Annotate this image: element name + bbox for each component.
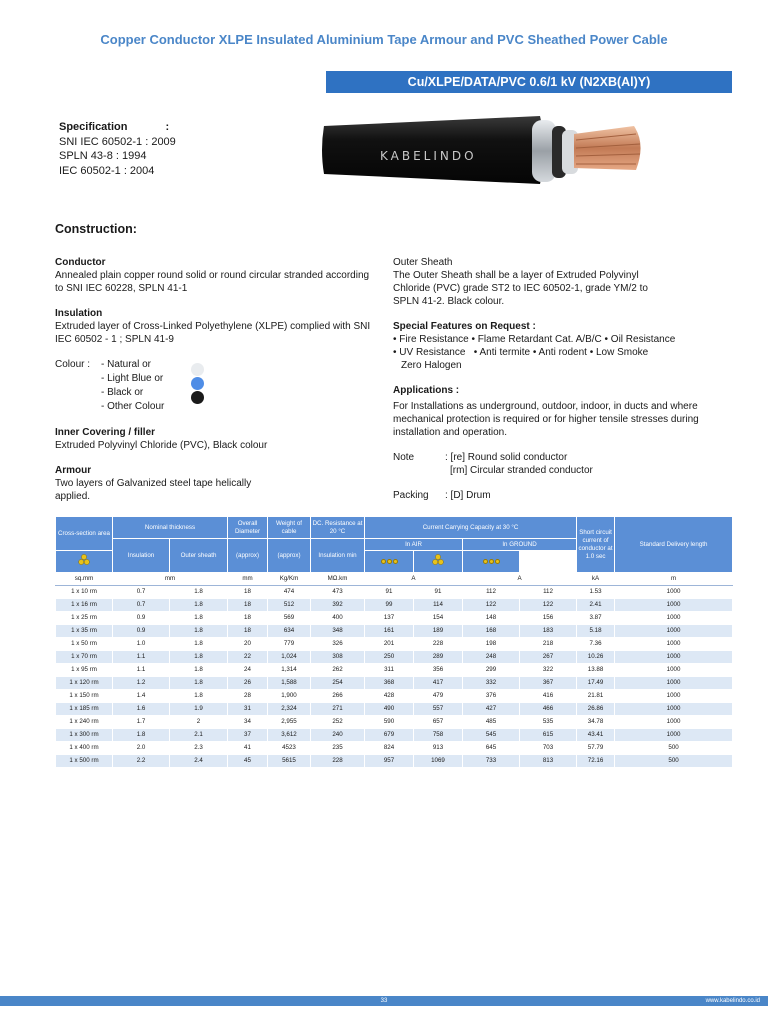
table-cell: 322 bbox=[520, 664, 577, 677]
specification-block bbox=[59, 120, 176, 178]
col-weight: Weight of cable bbox=[268, 517, 311, 539]
outer-sheath-heading: Outer Sheath bbox=[393, 257, 453, 268]
table-cell: 535 bbox=[520, 716, 577, 729]
table-cell: 512 bbox=[268, 599, 311, 612]
table-cell: 248 bbox=[463, 651, 520, 664]
table-cell: 779 bbox=[268, 638, 311, 651]
table-cell: 235 bbox=[311, 742, 365, 755]
table-cell: 21.81 bbox=[577, 690, 615, 703]
table-cell: 1 x 300 rm bbox=[56, 729, 113, 742]
packing-block bbox=[393, 489, 733, 502]
table-cell: 240 bbox=[311, 729, 365, 742]
table-cell: 168 bbox=[463, 625, 520, 638]
table-cell: 161 bbox=[365, 625, 414, 638]
table-cell: 1.8 bbox=[113, 729, 170, 742]
table-cell: 1.8 bbox=[170, 612, 228, 625]
table-cell: 1.0 bbox=[113, 638, 170, 651]
table-row bbox=[56, 703, 733, 716]
table-row bbox=[56, 677, 733, 690]
cable-data-table bbox=[55, 516, 733, 768]
packing-label: Packing bbox=[393, 490, 429, 501]
table-cell: 1000 bbox=[615, 651, 733, 664]
table-cell: 1.8 bbox=[170, 638, 228, 651]
table-cell: 0.7 bbox=[113, 599, 170, 612]
table-cell: 18 bbox=[228, 599, 268, 612]
unit-cell: mm bbox=[228, 573, 268, 586]
table-cell: 557 bbox=[414, 703, 463, 716]
table-cell: 1 x 10 rm bbox=[56, 586, 113, 599]
table-cell: 3,612 bbox=[268, 729, 311, 742]
table-cell: 368 bbox=[365, 677, 414, 690]
table-cell: 1000 bbox=[615, 664, 733, 677]
table-cell: 250 bbox=[365, 651, 414, 664]
spec-heading: Specification bbox=[59, 121, 128, 133]
table-cell: 148 bbox=[463, 612, 520, 625]
table-cell: 1000 bbox=[615, 625, 733, 638]
table-cell: 1000 bbox=[615, 690, 733, 703]
col-short-circuit: Short circuit current of conductor at 1.0 sec bbox=[577, 517, 615, 573]
note-block bbox=[393, 451, 733, 477]
inner-covering-text: Extruded Polyvinyl Chloride (PVC), Black colour bbox=[55, 440, 268, 451]
unit-cell: A bbox=[365, 573, 463, 586]
table-row bbox=[56, 664, 733, 677]
colour-option: - Other Colour bbox=[101, 401, 165, 412]
table-cell: 201 bbox=[365, 638, 414, 651]
table-cell: 189 bbox=[414, 625, 463, 638]
table-cell: 1,900 bbox=[268, 690, 311, 703]
applications-heading: Applications : bbox=[393, 385, 460, 396]
insulation-text: Extruded layer of Cross-Linked Polyethylene (XLPE) complied with SNI IEC 60502 - 1 ; SPLN 41-9 bbox=[55, 321, 371, 345]
table-cell: 813 bbox=[520, 755, 577, 768]
table-cell: 7.36 bbox=[577, 638, 615, 651]
natural-colour-swatch bbox=[191, 363, 204, 376]
table-cell: 114 bbox=[414, 599, 463, 612]
colour-option: - Light Blue or bbox=[101, 373, 164, 384]
table-cell: 1 x 500 rm bbox=[56, 755, 113, 768]
table-cell: 392 bbox=[311, 599, 365, 612]
table-cell: 99 bbox=[365, 599, 414, 612]
table-cell: 1 x 120 rm bbox=[56, 677, 113, 690]
table-row bbox=[56, 651, 733, 664]
table-cell: 466 bbox=[520, 703, 577, 716]
table-cell: 4523 bbox=[268, 742, 311, 755]
flat-air-icon bbox=[365, 551, 414, 573]
table-cell: 1.1 bbox=[113, 651, 170, 664]
armour-heading: Armour bbox=[55, 465, 92, 476]
page-footer bbox=[0, 996, 768, 1006]
table-cell: 299 bbox=[463, 664, 520, 677]
col-cross-section: Cross-section area bbox=[56, 517, 113, 551]
col-nominal-thickness: Nominal thickness bbox=[113, 517, 228, 539]
unit-cell: sq.mm bbox=[56, 573, 113, 586]
table-cell: 569 bbox=[268, 612, 311, 625]
table-cell: 5.18 bbox=[577, 625, 615, 638]
table-cell: 500 bbox=[615, 742, 733, 755]
table-cell: 1 x 16 rm bbox=[56, 599, 113, 612]
table-row bbox=[56, 729, 733, 742]
unit-cell: m bbox=[615, 573, 733, 586]
col-outer-sheath: Outer sheath bbox=[170, 539, 228, 573]
table-cell: 10.26 bbox=[577, 651, 615, 664]
unit-cell: A bbox=[463, 573, 577, 586]
table-cell: 1.9 bbox=[170, 703, 228, 716]
note-line: [rm] Circular stranded conductor bbox=[450, 465, 593, 476]
construction-right-column bbox=[393, 256, 733, 502]
table-row bbox=[56, 586, 733, 599]
unit-cell: mm bbox=[113, 573, 228, 586]
table-cell: 485 bbox=[463, 716, 520, 729]
table-cell: 1.4 bbox=[113, 690, 170, 703]
table-cell: 1.53 bbox=[577, 586, 615, 599]
table-cell: 1.8 bbox=[170, 625, 228, 638]
colour-option: - Black or bbox=[101, 387, 144, 398]
table-cell: 1000 bbox=[615, 638, 733, 651]
trefoil-ground-icon bbox=[414, 551, 463, 573]
table-row bbox=[56, 716, 733, 729]
black-colour-swatch bbox=[191, 391, 204, 404]
cable-type-banner: Cu/XLPE/DATA/PVC 0.6/1 kV (N2XB(Al)Y) bbox=[326, 71, 732, 93]
col-dc-resistance: DC. Resistance at 20 °C bbox=[311, 517, 365, 539]
table-cell: 0.7 bbox=[113, 586, 170, 599]
table-row bbox=[56, 690, 733, 703]
table-cell: 417 bbox=[414, 677, 463, 690]
table-cell: 271 bbox=[311, 703, 365, 716]
spec-line: SNI IEC 60502-1 : 2009 bbox=[59, 135, 176, 148]
table-cell: 2.41 bbox=[577, 599, 615, 612]
table-cell: 2.1 bbox=[170, 729, 228, 742]
table-cell: 733 bbox=[463, 755, 520, 768]
unit-cell: Kg/Km bbox=[268, 573, 311, 586]
table-cell: 228 bbox=[311, 755, 365, 768]
table-cell: 252 bbox=[311, 716, 365, 729]
table-cell: 1 x 35 rm bbox=[56, 625, 113, 638]
armour-text: Two layers of Galvanized steel tape helically applied. bbox=[55, 478, 252, 502]
col-current-capacity: Current Carrying Capacity at 30 °C bbox=[365, 517, 577, 539]
table-cell: 348 bbox=[311, 625, 365, 638]
document-title: Copper Conductor XLPE Insulated Aluminium Tape Armour and PVC Sheathed Power Cable bbox=[100, 32, 668, 47]
col-insulation-min: Insulation min bbox=[311, 539, 365, 573]
table-cell: 31 bbox=[228, 703, 268, 716]
table-cell: 5615 bbox=[268, 755, 311, 768]
table-cell: 2,324 bbox=[268, 703, 311, 716]
table-cell: 1 x 95 rm bbox=[56, 664, 113, 677]
light-blue-colour-swatch bbox=[191, 377, 204, 390]
insulation-heading: Insulation bbox=[55, 308, 103, 319]
table-cell: 703 bbox=[520, 742, 577, 755]
table-cell: 634 bbox=[268, 625, 311, 638]
table-cell: 1 x 150 rm bbox=[56, 690, 113, 703]
table-cell: 645 bbox=[463, 742, 520, 755]
table-cell: 1000 bbox=[615, 612, 733, 625]
spec-line: SPLN 43-8 : 1994 bbox=[59, 150, 147, 162]
table-cell: 1.6 bbox=[113, 703, 170, 716]
note-line: : [re] Round solid conductor bbox=[445, 452, 568, 463]
table-cell: 22 bbox=[228, 651, 268, 664]
table-cell: 122 bbox=[463, 599, 520, 612]
trefoil-air-icon bbox=[56, 551, 113, 573]
table-cell: 2.4 bbox=[170, 755, 228, 768]
table-cell: 367 bbox=[520, 677, 577, 690]
note-label: Note bbox=[393, 452, 415, 463]
table-cell: 28 bbox=[228, 690, 268, 703]
table-cell: 400 bbox=[311, 612, 365, 625]
table-cell: 1000 bbox=[615, 716, 733, 729]
table-cell: 428 bbox=[365, 690, 414, 703]
special-features-heading: Special Features on Request : bbox=[393, 321, 536, 332]
col-overall-diameter: Overall Diameter bbox=[228, 517, 268, 539]
table-cell: 615 bbox=[520, 729, 577, 742]
table-cell: 37 bbox=[228, 729, 268, 742]
table-cell: 2.3 bbox=[170, 742, 228, 755]
table-cell: 957 bbox=[365, 755, 414, 768]
table-row bbox=[56, 742, 733, 755]
table-cell: 824 bbox=[365, 742, 414, 755]
table-cell: 1,314 bbox=[268, 664, 311, 677]
table-cell: 41 bbox=[228, 742, 268, 755]
table-cell: 758 bbox=[414, 729, 463, 742]
packing-value: : [D] Drum bbox=[445, 490, 491, 501]
table-cell: 18 bbox=[228, 625, 268, 638]
table-cell: 376 bbox=[463, 690, 520, 703]
col-in-air: In AIR bbox=[365, 539, 463, 551]
table-cell: 326 bbox=[311, 638, 365, 651]
table-cell: 2.0 bbox=[113, 742, 170, 755]
table-row bbox=[56, 755, 733, 768]
table-cell: 1000 bbox=[615, 703, 733, 716]
unit-cell: kA bbox=[577, 573, 615, 586]
table-cell: 26.86 bbox=[577, 703, 615, 716]
table-cell: 1.8 bbox=[170, 690, 228, 703]
table-cell: 45 bbox=[228, 755, 268, 768]
table-cell: 17.49 bbox=[577, 677, 615, 690]
table-cell: 228 bbox=[414, 638, 463, 651]
table-cell: 1.1 bbox=[113, 664, 170, 677]
col-in-ground: In GROUND bbox=[463, 539, 577, 551]
table-cell: 1 x 25 rm bbox=[56, 612, 113, 625]
table-cell: 137 bbox=[365, 612, 414, 625]
website-link[interactable]: www.kabelindo.co.id bbox=[705, 998, 760, 1004]
special-features-line: • Fire Resistance • Flame Retardant Cat. A/B/C • Oil Resistance bbox=[393, 334, 676, 345]
table-cell: 1069 bbox=[414, 755, 463, 768]
table-cell: 427 bbox=[463, 703, 520, 716]
colour-option: - Natural or bbox=[101, 359, 152, 370]
table-cell: 479 bbox=[414, 690, 463, 703]
units-row bbox=[56, 573, 733, 586]
table-cell: 2 bbox=[170, 716, 228, 729]
table-cell: 474 bbox=[268, 586, 311, 599]
table-cell: 1 x 400 rm bbox=[56, 742, 113, 755]
spec-colon: : bbox=[165, 121, 170, 133]
table-cell: 266 bbox=[311, 690, 365, 703]
table-cell: 72.16 bbox=[577, 755, 615, 768]
table-cell: 356 bbox=[414, 664, 463, 677]
table-cell: 43.41 bbox=[577, 729, 615, 742]
flat-ground-icon bbox=[463, 551, 520, 573]
table-cell: 24 bbox=[228, 664, 268, 677]
table-cell: 267 bbox=[520, 651, 577, 664]
special-features-line: Zero Halogen bbox=[401, 360, 462, 371]
table-cell: 1.8 bbox=[170, 677, 228, 690]
col-standard-delivery: Standard Delivery length bbox=[615, 517, 733, 573]
table-cell: 0.9 bbox=[113, 612, 170, 625]
table-row bbox=[56, 625, 733, 638]
table-cell: 3.87 bbox=[577, 612, 615, 625]
col-overall-approx: (approx) bbox=[228, 539, 268, 573]
colour-options bbox=[55, 358, 375, 414]
unit-cell: MΩ.km bbox=[311, 573, 365, 586]
table-cell: 1000 bbox=[615, 586, 733, 599]
table-cell: 1 x 185 rm bbox=[56, 703, 113, 716]
table-cell: 1000 bbox=[615, 599, 733, 612]
table-cell: 112 bbox=[520, 586, 577, 599]
table-cell: 2,955 bbox=[268, 716, 311, 729]
construction-heading: Construction: bbox=[55, 222, 137, 236]
conductor-heading: Conductor bbox=[55, 257, 106, 268]
table-cell: 57.79 bbox=[577, 742, 615, 755]
table-cell: 1000 bbox=[615, 677, 733, 690]
inner-covering-heading: Inner Covering / filler bbox=[55, 427, 156, 438]
table-cell: 679 bbox=[365, 729, 414, 742]
table-cell: 218 bbox=[520, 638, 577, 651]
table-cell: 332 bbox=[463, 677, 520, 690]
table-cell: 913 bbox=[414, 742, 463, 755]
table-cell: 1 x 70 rm bbox=[56, 651, 113, 664]
table-cell: 183 bbox=[520, 625, 577, 638]
col-insulation: Insulation bbox=[113, 539, 170, 573]
colour-label: Colour : bbox=[55, 359, 91, 370]
table-cell: 1.8 bbox=[170, 664, 228, 677]
special-features-line: • UV Resistance • Anti termite • Anti rodent • Low Smoke bbox=[393, 347, 649, 358]
spec-line: IEC 60502-1 : 2004 bbox=[59, 164, 155, 177]
col-weight-approx: (approx) bbox=[268, 539, 311, 573]
table-cell: 289 bbox=[414, 651, 463, 664]
table-cell: 473 bbox=[311, 586, 365, 599]
table-cell: 1.8 bbox=[170, 586, 228, 599]
table-cell: 1.7 bbox=[113, 716, 170, 729]
table-cell: 198 bbox=[463, 638, 520, 651]
table-row bbox=[56, 599, 733, 612]
table-cell: 311 bbox=[365, 664, 414, 677]
applications-text: For Installations as underground, outdoor, indoor, in ducts and where mechanical protection is required or for higher tensile stresses during installation and operation. bbox=[393, 401, 699, 438]
table-cell: 590 bbox=[365, 716, 414, 729]
table-cell: 254 bbox=[311, 677, 365, 690]
table-cell: 91 bbox=[414, 586, 463, 599]
table-cell: 545 bbox=[463, 729, 520, 742]
table-cell: 657 bbox=[414, 716, 463, 729]
cable-image bbox=[318, 104, 648, 196]
table-cell: 34 bbox=[228, 716, 268, 729]
table-cell: 490 bbox=[365, 703, 414, 716]
table-row bbox=[56, 612, 733, 625]
table-cell: 1.2 bbox=[113, 677, 170, 690]
table-cell: 416 bbox=[520, 690, 577, 703]
table-cell: 500 bbox=[615, 755, 733, 768]
page-number: 33 bbox=[380, 998, 388, 1004]
conductor-text: Annealed plain copper round solid or round circular stranded according to SNI IEC 60228, SPLN 41-1 bbox=[55, 270, 370, 294]
table-cell: 262 bbox=[311, 664, 365, 677]
table-cell: 1,588 bbox=[268, 677, 311, 690]
table-cell: 308 bbox=[311, 651, 365, 664]
table-cell: 1.8 bbox=[170, 651, 228, 664]
table-cell: 1000 bbox=[615, 729, 733, 742]
table-row bbox=[56, 638, 733, 651]
table-cell: 1.8 bbox=[170, 599, 228, 612]
outer-sheath-text: The Outer Sheath shall be a layer of Extruded Polyvinyl Chloride (PVC) grade ST2 to IEC 60502-1, grade YM/2 to SPLN 41-2. Black colour. bbox=[393, 270, 648, 307]
table-cell: 18 bbox=[228, 612, 268, 625]
table-cell: 13.88 bbox=[577, 664, 615, 677]
table-cell: 34.78 bbox=[577, 716, 615, 729]
table-cell: 2.2 bbox=[113, 755, 170, 768]
table-cell: 1 x 50 rm bbox=[56, 638, 113, 651]
table-cell: 122 bbox=[520, 599, 577, 612]
cable-brand-text: KABELINDO bbox=[380, 149, 477, 163]
table-cell: 91 bbox=[365, 586, 414, 599]
table-cell: 20 bbox=[228, 638, 268, 651]
table-cell: 1,024 bbox=[268, 651, 311, 664]
table-cell: 26 bbox=[228, 677, 268, 690]
table-cell: 154 bbox=[414, 612, 463, 625]
table-cell: 156 bbox=[520, 612, 577, 625]
table-cell: 112 bbox=[463, 586, 520, 599]
table-cell: 0.9 bbox=[113, 625, 170, 638]
table-cell: 1 x 240 rm bbox=[56, 716, 113, 729]
construction-left-column bbox=[55, 256, 375, 503]
table-cell: 18 bbox=[228, 586, 268, 599]
